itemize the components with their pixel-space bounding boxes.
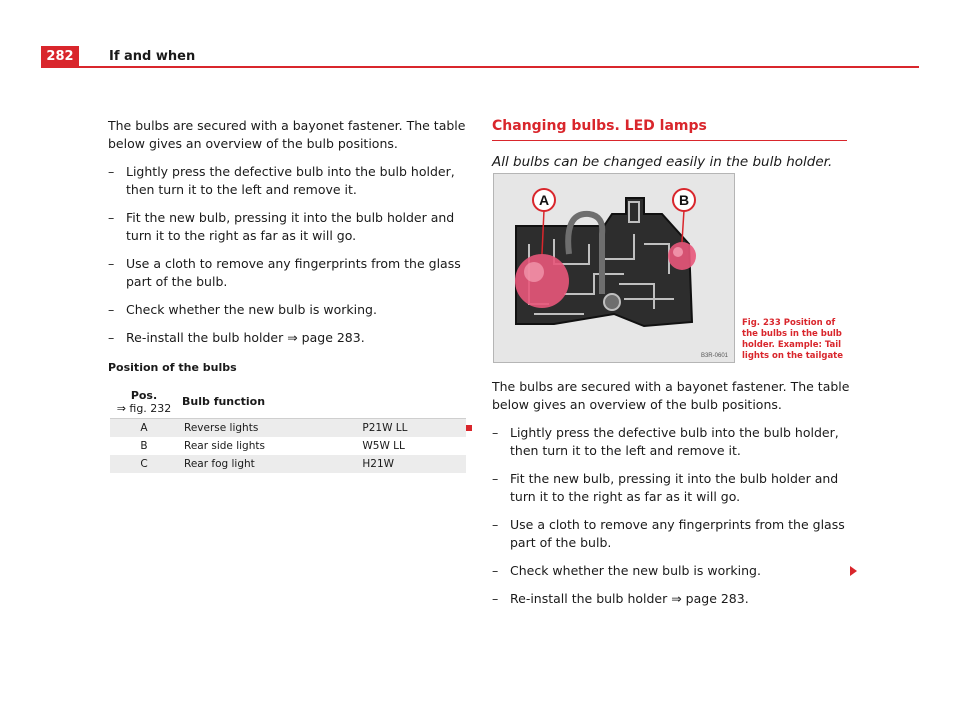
left-intro: The bulbs are secured with a bayonet fastener. The table below gives an overview of the bulb positions.	[108, 118, 466, 151]
figure-caption	[742, 318, 852, 362]
list-item: – Use a cloth to remove any fingerprints from the glass part of the bulb.	[492, 517, 845, 550]
cell-function: Rear side lights	[184, 440, 265, 452]
bulb-holder-illustration	[494, 174, 734, 362]
list-item: – Fit the new bulb, pressing it into the bulb holder and turn it to the right as far as it will go.	[108, 210, 455, 243]
table-header-row	[110, 386, 466, 419]
header-pos-ref: ⇒ fig. 232	[116, 402, 172, 415]
section-end-marker	[466, 425, 472, 431]
list-item: – Check whether the new bulb is working.	[108, 302, 377, 317]
step-text: Fit the new bulb, pressing it into the bulb holder and turn it to the right as far as it will go.	[510, 471, 839, 504]
table-row	[110, 455, 466, 473]
figure-caption-label: Fig. 233	[742, 318, 781, 328]
right-column-body	[492, 378, 852, 608]
step-text: Re-install the bulb holder ⇒ page 283.	[126, 330, 365, 345]
right-column-header	[492, 117, 852, 171]
cell-bulb: H21W	[362, 458, 395, 470]
figure-code: B3R-0601	[700, 353, 728, 359]
section-title: Changing bulbs. LED lamps	[492, 118, 707, 134]
step-text: Lightly press the defective bulb into the bulb holder, then turn it to the left and remove it.	[510, 425, 839, 458]
header-rule	[79, 66, 919, 68]
bulb-holder-figure	[493, 173, 735, 363]
step-text: Lightly press the defective bulb into the bulb holder, then turn it to the left and remove it.	[126, 164, 455, 197]
list-item: – Re-install the bulb holder ⇒ page 283.	[108, 330, 365, 345]
section-title-rule	[492, 140, 847, 141]
table-row	[110, 437, 466, 455]
right-intro: The bulbs are secured with a bayonet fastener. The table below gives an overview of the bulb positions.	[492, 379, 850, 412]
figure-caption-text: Position of the bulbs in the bulb holder. Example: Tail lights on the tailgate	[742, 318, 844, 361]
figure-label-b: B	[678, 192, 690, 208]
header-bulb	[356, 386, 466, 419]
list-item: – Check whether the new bulb is working.	[492, 563, 761, 578]
header-pos	[110, 386, 178, 419]
step-text: Check whether the new bulb is working.	[510, 563, 761, 578]
figure-label-a: A	[538, 192, 550, 208]
step-text: Use a cloth to remove any fingerprints from the glass part of the bulb.	[126, 256, 461, 289]
page-number: 282	[41, 46, 79, 68]
left-column	[108, 117, 468, 473]
list-item: – Lightly press the defective bulb into the bulb holder, then turn it to the left and remove it.	[492, 425, 839, 458]
cell-pos: C	[140, 458, 148, 470]
cell-pos: A	[140, 422, 148, 434]
step-text: Fit the new bulb, pressing it into the bulb holder and turn it to the right as far as it will go.	[126, 210, 455, 243]
cell-pos: B	[140, 440, 148, 452]
step-text: Check whether the new bulb is working.	[126, 302, 377, 317]
list-item: – Use a cloth to remove any fingerprints from the glass part of the bulb.	[108, 256, 461, 289]
cell-function: Reverse lights	[184, 422, 259, 434]
continue-arrow-icon	[850, 566, 857, 576]
bulb-table	[110, 386, 466, 473]
section-header: If and when	[109, 49, 196, 64]
section-intro: All bulbs can be changed easily in the bulb holder.	[492, 154, 833, 170]
header-function: Bulb function	[182, 395, 266, 408]
step-text: Use a cloth to remove any fingerprints from the glass part of the bulb.	[510, 517, 845, 550]
step-text: Re-install the bulb holder ⇒ page 283.	[510, 591, 749, 606]
table-caption: Position of the bulbs	[108, 361, 237, 374]
cell-bulb: W5W LL	[362, 440, 405, 452]
header-pos-label: Pos.	[130, 389, 158, 402]
cell-bulb: P21W LL	[362, 422, 408, 434]
list-item: – Re-install the bulb holder ⇒ page 283.	[492, 591, 749, 606]
list-item: – Lightly press the defective bulb into the bulb holder, then turn it to the left and remove it.	[108, 164, 455, 197]
table-row	[110, 419, 466, 438]
cell-function: Rear fog light	[184, 458, 255, 470]
list-item: – Fit the new bulb, pressing it into the bulb holder and turn it to the right as far as it will go.	[492, 471, 839, 504]
